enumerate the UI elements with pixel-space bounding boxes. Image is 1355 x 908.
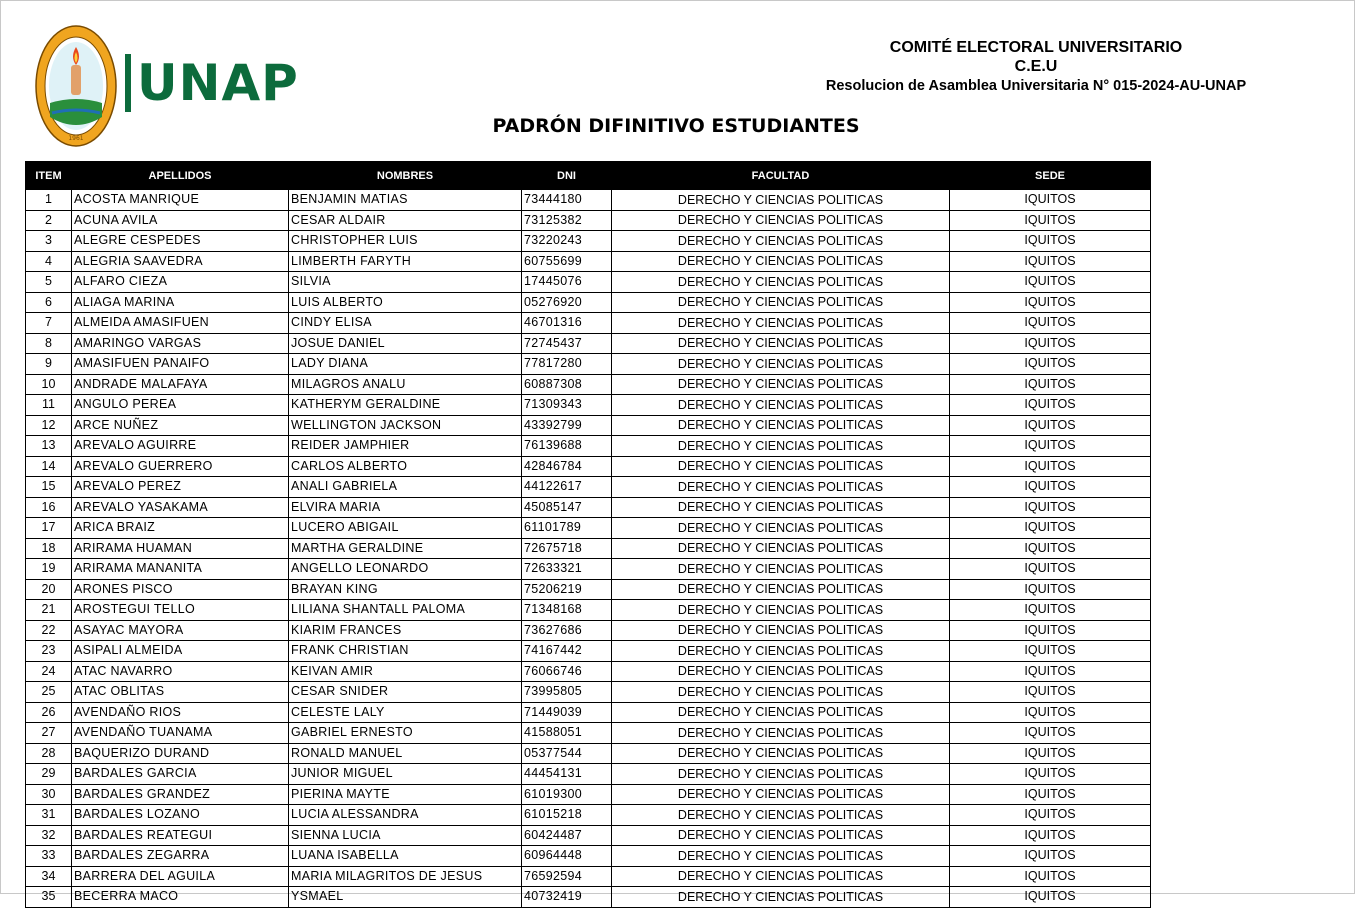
apellidos-cell: AREVALO AGUIRRE — [72, 436, 289, 457]
apellidos-cell: ASIPALI ALMEIDA — [72, 641, 289, 662]
apellidos-cell: AVENDAÑO TUANAMA — [72, 723, 289, 744]
sede-cell: IQUITOS — [950, 313, 1151, 334]
dni-cell: 73627686 — [522, 620, 612, 641]
table-row — [26, 579, 1151, 600]
table-row — [26, 190, 1151, 211]
item-cell: 33 — [26, 846, 72, 867]
apellidos-cell: AREVALO GUERRERO — [72, 456, 289, 477]
nombres-cell: KIARIM FRANCES — [289, 620, 522, 641]
facultad-cell: DERECHO Y CIENCIAS POLITICAS — [612, 661, 950, 682]
dni-cell: 60424487 — [522, 825, 612, 846]
table-row — [26, 887, 1151, 908]
dni-cell: 76592594 — [522, 866, 612, 887]
dni-cell: 05276920 — [522, 292, 612, 313]
apellidos-cell: ALIAGA MARINA — [72, 292, 289, 313]
sede-cell: IQUITOS — [950, 415, 1151, 436]
dni-cell: 76139688 — [522, 436, 612, 457]
apellidos-cell: ARICA BRAIZ — [72, 518, 289, 539]
facultad-cell: DERECHO Y CIENCIAS POLITICAS — [612, 518, 950, 539]
sede-cell: IQUITOS — [950, 579, 1151, 600]
item-cell: 22 — [26, 620, 72, 641]
table-row — [26, 784, 1151, 805]
table-row — [26, 641, 1151, 662]
wordmark-text: UNAP — [137, 54, 299, 112]
nombres-cell: JUNIOR MIGUEL — [289, 764, 522, 785]
table-row — [26, 846, 1151, 867]
dni-cell: 73444180 — [522, 190, 612, 211]
facultad-cell: DERECHO Y CIENCIAS POLITICAS — [612, 805, 950, 826]
apellidos-cell: ACUNA AVILA — [72, 210, 289, 231]
table-row — [26, 374, 1151, 395]
item-cell: 25 — [26, 682, 72, 703]
apellidos-cell: ALMEIDA AMASIFUEN — [72, 313, 289, 334]
dni-cell: 77817280 — [522, 354, 612, 375]
sede-cell: IQUITOS — [950, 231, 1151, 252]
table-row — [26, 764, 1151, 785]
nombres-cell: GABRIEL ERNESTO — [289, 723, 522, 744]
column-header-item: ITEM — [26, 162, 72, 190]
sede-cell: IQUITOS — [950, 805, 1151, 826]
facultad-cell: DERECHO Y CIENCIAS POLITICAS — [612, 846, 950, 867]
facultad-cell: DERECHO Y CIENCIAS POLITICAS — [612, 313, 950, 334]
nombres-cell: LILIANA SHANTALL PALOMA — [289, 600, 522, 621]
item-cell: 8 — [26, 333, 72, 354]
apellidos-cell: BARDALES ZEGARRA — [72, 846, 289, 867]
item-cell: 30 — [26, 784, 72, 805]
apellidos-cell: ATAC OBLITAS — [72, 682, 289, 703]
facultad-cell: DERECHO Y CIENCIAS POLITICAS — [612, 395, 950, 416]
item-cell: 3 — [26, 231, 72, 252]
facultad-cell: DERECHO Y CIENCIAS POLITICAS — [612, 436, 950, 457]
facultad-cell: DERECHO Y CIENCIAS POLITICAS — [612, 477, 950, 498]
facultad-cell: DERECHO Y CIENCIAS POLITICAS — [612, 866, 950, 887]
table-row — [26, 354, 1151, 375]
facultad-cell: DERECHO Y CIENCIAS POLITICAS — [612, 538, 950, 559]
sede-cell: IQUITOS — [950, 702, 1151, 723]
nombres-cell: JOSUE DANIEL — [289, 333, 522, 354]
nombres-cell: KATHERYM GERALDINE — [289, 395, 522, 416]
sede-cell: IQUITOS — [950, 210, 1151, 231]
facultad-cell: DERECHO Y CIENCIAS POLITICAS — [612, 333, 950, 354]
facultad-cell: DERECHO Y CIENCIAS POLITICAS — [612, 784, 950, 805]
dni-cell: 17445076 — [522, 272, 612, 293]
voter-roll-table — [25, 161, 1151, 908]
table-row — [26, 702, 1151, 723]
dni-cell: 72633321 — [522, 559, 612, 580]
item-cell: 1 — [26, 190, 72, 211]
table-row — [26, 661, 1151, 682]
apellidos-cell: ARCE NUÑEZ — [72, 415, 289, 436]
nombres-cell: SILVIA — [289, 272, 522, 293]
item-cell: 29 — [26, 764, 72, 785]
facultad-cell: DERECHO Y CIENCIAS POLITICAS — [612, 825, 950, 846]
committee-heading — [791, 38, 1281, 96]
nombres-cell: LUANA ISABELLA — [289, 846, 522, 867]
column-header-facultad: FACULTAD — [612, 162, 950, 190]
item-cell: 9 — [26, 354, 72, 375]
dni-cell: 44454131 — [522, 764, 612, 785]
table-row — [26, 723, 1151, 744]
nombres-cell: FRANK CHRISTIAN — [289, 641, 522, 662]
sede-cell: IQUITOS — [950, 743, 1151, 764]
dni-cell: 73995805 — [522, 682, 612, 703]
sede-cell: IQUITOS — [950, 456, 1151, 477]
table-row — [26, 272, 1151, 293]
apellidos-cell: ASAYAC MAYORA — [72, 620, 289, 641]
apellidos-cell: ALEGRE CESPEDES — [72, 231, 289, 252]
sede-cell: IQUITOS — [950, 887, 1151, 908]
facultad-cell: DERECHO Y CIENCIAS POLITICAS — [612, 272, 950, 293]
dni-cell: 42846784 — [522, 456, 612, 477]
table-row — [26, 313, 1151, 334]
item-cell: 18 — [26, 538, 72, 559]
nombres-cell: CESAR ALDAIR — [289, 210, 522, 231]
nombres-cell: YSMAEL — [289, 887, 522, 908]
column-header-dni: DNI — [522, 162, 612, 190]
nombres-cell: MILAGROS ANALU — [289, 374, 522, 395]
sede-cell: IQUITOS — [950, 600, 1151, 621]
table-row — [26, 415, 1151, 436]
table-row — [26, 559, 1151, 580]
item-cell: 31 — [26, 805, 72, 826]
dni-cell: 43392799 — [522, 415, 612, 436]
item-cell: 20 — [26, 579, 72, 600]
facultad-cell: DERECHO Y CIENCIAS POLITICAS — [612, 497, 950, 518]
dni-cell: 61019300 — [522, 784, 612, 805]
nombres-cell: LUCERO ABIGAIL — [289, 518, 522, 539]
sede-cell: IQUITOS — [950, 538, 1151, 559]
unap-wordmark — [125, 51, 299, 115]
sede-cell: IQUITOS — [950, 764, 1151, 785]
facultad-cell: DERECHO Y CIENCIAS POLITICAS — [612, 682, 950, 703]
apellidos-cell: ANDRADE MALAFAYA — [72, 374, 289, 395]
apellidos-cell: AMASIFUEN PANAIFO — [72, 354, 289, 375]
dni-cell: 76066746 — [522, 661, 612, 682]
facultad-cell: DERECHO Y CIENCIAS POLITICAS — [612, 620, 950, 641]
table-row — [26, 210, 1151, 231]
item-cell: 17 — [26, 518, 72, 539]
table-row — [26, 518, 1151, 539]
nombres-cell: KEIVAN AMIR — [289, 661, 522, 682]
apellidos-cell: AMARINGO VARGAS — [72, 333, 289, 354]
table-row — [26, 825, 1151, 846]
dni-cell: 74167442 — [522, 641, 612, 662]
item-cell: 32 — [26, 825, 72, 846]
sede-cell: IQUITOS — [950, 333, 1151, 354]
table-row — [26, 600, 1151, 621]
apellidos-cell: AREVALO PEREZ — [72, 477, 289, 498]
nombres-cell: CARLOS ALBERTO — [289, 456, 522, 477]
dni-cell: 60964448 — [522, 846, 612, 867]
dni-cell: 73125382 — [522, 210, 612, 231]
dni-cell: 45085147 — [522, 497, 612, 518]
item-cell: 14 — [26, 456, 72, 477]
column-header-apellidos: APELLIDOS — [72, 162, 289, 190]
committee-name: COMITÉ ELECTORAL UNIVERSITARIO — [889, 39, 1183, 56]
facultad-cell: DERECHO Y CIENCIAS POLITICAS — [612, 579, 950, 600]
sede-cell: IQUITOS — [950, 559, 1151, 580]
table-row — [26, 743, 1151, 764]
apellidos-cell: AREVALO YASAKAMA — [72, 497, 289, 518]
facultad-cell: DERECHO Y CIENCIAS POLITICAS — [612, 292, 950, 313]
facultad-cell: DERECHO Y CIENCIAS POLITICAS — [612, 415, 950, 436]
nombres-cell: WELLINGTON JACKSON — [289, 415, 522, 436]
dni-cell: 40732419 — [522, 887, 612, 908]
nombres-cell: LIMBERTH FARYTH — [289, 251, 522, 272]
facultad-cell: DERECHO Y CIENCIAS POLITICAS — [612, 456, 950, 477]
sede-cell: IQUITOS — [950, 354, 1151, 375]
dni-cell: 41588051 — [522, 723, 612, 744]
facultad-cell: DERECHO Y CIENCIAS POLITICAS — [612, 210, 950, 231]
table-header-row — [26, 162, 1151, 190]
nombres-cell: CHRISTOPHER LUIS — [289, 231, 522, 252]
facultad-cell: DERECHO Y CIENCIAS POLITICAS — [612, 251, 950, 272]
sede-cell: IQUITOS — [950, 620, 1151, 641]
table-row — [26, 538, 1151, 559]
sede-cell: IQUITOS — [950, 374, 1151, 395]
sede-cell: IQUITOS — [950, 190, 1151, 211]
table-row — [26, 231, 1151, 252]
apellidos-cell: ALEGRIA SAAVEDRA — [72, 251, 289, 272]
nombres-cell: MARIA MILAGRITOS DE JESUS — [289, 866, 522, 887]
apellidos-cell: BARRERA DEL AGUILA — [72, 866, 289, 887]
table-row — [26, 333, 1151, 354]
facultad-cell: DERECHO Y CIENCIAS POLITICAS — [612, 190, 950, 211]
apellidos-cell: ANGULO PEREA — [72, 395, 289, 416]
document-title: PADRÓN DIFINITIVO ESTUDIANTES — [492, 115, 860, 137]
dni-cell: 73220243 — [522, 231, 612, 252]
item-cell: 6 — [26, 292, 72, 313]
nombres-cell: LUCIA ALESSANDRA — [289, 805, 522, 826]
item-cell: 13 — [26, 436, 72, 457]
nombres-cell: CINDY ELISA — [289, 313, 522, 334]
facultad-cell: DERECHO Y CIENCIAS POLITICAS — [612, 600, 950, 621]
nombres-cell: BENJAMIN MATIAS — [289, 190, 522, 211]
apellidos-cell: BAQUERIZO DURAND — [72, 743, 289, 764]
sede-cell: IQUITOS — [950, 292, 1151, 313]
nombres-cell: RONALD MANUEL — [289, 743, 522, 764]
apellidos-cell: ARONES PISCO — [72, 579, 289, 600]
apellidos-cell: AVENDAÑO RIOS — [72, 702, 289, 723]
table-row — [26, 456, 1151, 477]
table-row — [26, 436, 1151, 457]
item-cell: 16 — [26, 497, 72, 518]
facultad-cell: DERECHO Y CIENCIAS POLITICAS — [612, 354, 950, 375]
sede-cell: IQUITOS — [950, 682, 1151, 703]
item-cell: 5 — [26, 272, 72, 293]
nombres-cell: LADY DIANA — [289, 354, 522, 375]
nombres-cell: SIENNA LUCIA — [289, 825, 522, 846]
nombres-cell: ANALI GABRIELA — [289, 477, 522, 498]
sede-cell: IQUITOS — [950, 784, 1151, 805]
dni-cell: 72675718 — [522, 538, 612, 559]
dni-cell: 61101789 — [522, 518, 612, 539]
dni-cell: 05377544 — [522, 743, 612, 764]
facultad-cell: DERECHO Y CIENCIAS POLITICAS — [612, 702, 950, 723]
dni-cell: 60755699 — [522, 251, 612, 272]
sede-cell: IQUITOS — [950, 477, 1151, 498]
table-row — [26, 682, 1151, 703]
dni-cell: 44122617 — [522, 477, 612, 498]
item-cell: 4 — [26, 251, 72, 272]
table-row — [26, 866, 1151, 887]
dni-cell: 60887308 — [522, 374, 612, 395]
dni-cell: 61015218 — [522, 805, 612, 826]
dni-cell: 72745437 — [522, 333, 612, 354]
item-cell: 10 — [26, 374, 72, 395]
facultad-cell: DERECHO Y CIENCIAS POLITICAS — [612, 723, 950, 744]
sede-cell: IQUITOS — [950, 866, 1151, 887]
dni-cell: 71449039 — [522, 702, 612, 723]
sede-cell: IQUITOS — [950, 723, 1151, 744]
table-row — [26, 805, 1151, 826]
sede-cell: IQUITOS — [950, 436, 1151, 457]
table-row — [26, 477, 1151, 498]
item-cell: 35 — [26, 887, 72, 908]
facultad-cell: DERECHO Y CIENCIAS POLITICAS — [612, 764, 950, 785]
committee-acronym: C.E.U — [1014, 58, 1058, 75]
item-cell: 15 — [26, 477, 72, 498]
table-row — [26, 395, 1151, 416]
nombres-cell: REIDER JAMPHIER — [289, 436, 522, 457]
sede-cell: IQUITOS — [950, 395, 1151, 416]
item-cell: 21 — [26, 600, 72, 621]
column-header-nombres: NOMBRES — [289, 162, 522, 190]
facultad-cell: DERECHO Y CIENCIAS POLITICAS — [612, 231, 950, 252]
dni-cell: 75206219 — [522, 579, 612, 600]
nombres-cell: LUIS ALBERTO — [289, 292, 522, 313]
dni-cell: 46701316 — [522, 313, 612, 334]
facultad-cell: DERECHO Y CIENCIAS POLITICAS — [612, 641, 950, 662]
wordmark-bar — [125, 54, 131, 112]
item-cell: 12 — [26, 415, 72, 436]
sede-cell: IQUITOS — [950, 641, 1151, 662]
sede-cell: IQUITOS — [950, 518, 1151, 539]
apellidos-cell: ARIRAMA MANANITA — [72, 559, 289, 580]
dni-cell: 71348168 — [522, 600, 612, 621]
facultad-cell: DERECHO Y CIENCIAS POLITICAS — [612, 374, 950, 395]
apellidos-cell: BARDALES LOZANO — [72, 805, 289, 826]
item-cell: 23 — [26, 641, 72, 662]
apellidos-cell: ARIRAMA HUAMAN — [72, 538, 289, 559]
sede-cell: IQUITOS — [950, 825, 1151, 846]
apellidos-cell: ALFARO CIEZA — [72, 272, 289, 293]
svg-text:1961: 1961 — [68, 135, 84, 142]
table-row — [26, 292, 1151, 313]
apellidos-cell: BARDALES GARCIA — [72, 764, 289, 785]
item-cell: 11 — [26, 395, 72, 416]
sede-cell: IQUITOS — [950, 497, 1151, 518]
item-cell: 7 — [26, 313, 72, 334]
facultad-cell: DERECHO Y CIENCIAS POLITICAS — [612, 559, 950, 580]
nombres-cell: ANGELLO LEONARDO — [289, 559, 522, 580]
dni-cell: 71309343 — [522, 395, 612, 416]
facultad-cell: DERECHO Y CIENCIAS POLITICAS — [612, 887, 950, 908]
university-seal-logo — [35, 25, 117, 147]
sede-cell: IQUITOS — [950, 251, 1151, 272]
sede-cell: IQUITOS — [950, 661, 1151, 682]
apellidos-cell: AROSTEGUI TELLO — [72, 600, 289, 621]
sede-cell: IQUITOS — [950, 846, 1151, 867]
nombres-cell: BRAYAN KING — [289, 579, 522, 600]
table-row — [26, 497, 1151, 518]
column-header-sede: SEDE — [950, 162, 1151, 190]
item-cell: 2 — [26, 210, 72, 231]
sede-cell: IQUITOS — [950, 272, 1151, 293]
nombres-cell: ELVIRA MARIA — [289, 497, 522, 518]
nombres-cell: CESAR SNIDER — [289, 682, 522, 703]
apellidos-cell: BECERRA MACO — [72, 887, 289, 908]
apellidos-cell: ACOSTA MANRIQUE — [72, 190, 289, 211]
table-row — [26, 251, 1151, 272]
facultad-cell: DERECHO Y CIENCIAS POLITICAS — [612, 743, 950, 764]
resolution-reference: Resolucion de Asamblea Universitaria N° 015-2024-AU-UNAP — [825, 78, 1247, 94]
nombres-cell: CELESTE LALY — [289, 702, 522, 723]
item-cell: 24 — [26, 661, 72, 682]
item-cell: 28 — [26, 743, 72, 764]
item-cell: 19 — [26, 559, 72, 580]
item-cell: 27 — [26, 723, 72, 744]
apellidos-cell: BARDALES REATEGUI — [72, 825, 289, 846]
table-body — [26, 190, 1151, 908]
apellidos-cell: BARDALES GRANDEZ — [72, 784, 289, 805]
table-row — [26, 620, 1151, 641]
nombres-cell: PIERINA MAYTE — [289, 784, 522, 805]
apellidos-cell: ATAC NAVARRO — [72, 661, 289, 682]
item-cell: 34 — [26, 866, 72, 887]
nombres-cell: MARTHA GERALDINE — [289, 538, 522, 559]
item-cell: 26 — [26, 702, 72, 723]
